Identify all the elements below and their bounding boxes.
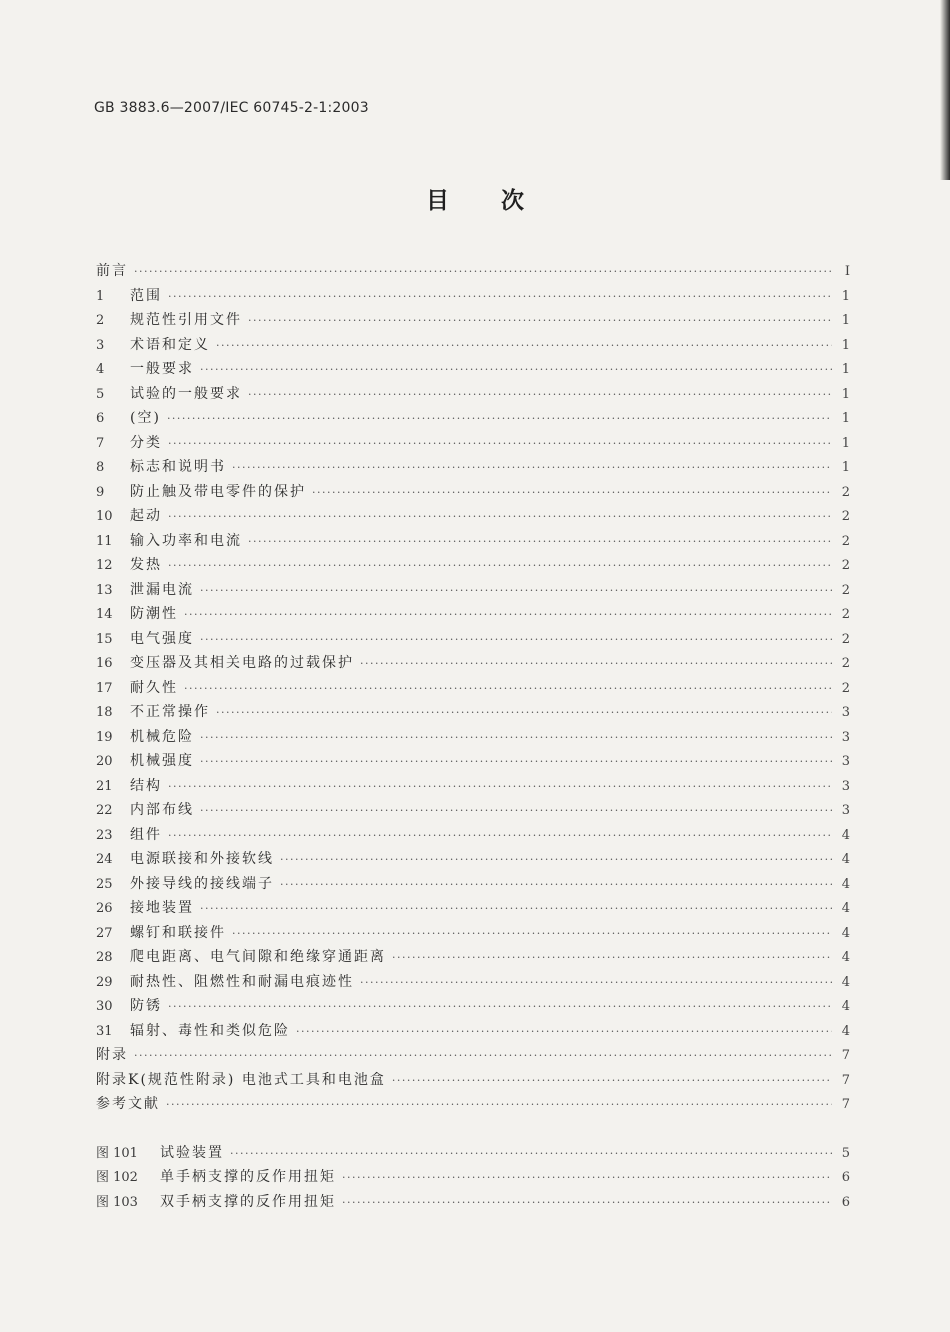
toc-entry-number: 15: [96, 631, 113, 647]
toc-entry-label: 内部布线: [130, 802, 194, 818]
dot-leader: [216, 334, 832, 359]
toc-entry-number: 9: [96, 484, 105, 500]
dot-leader: [134, 1044, 832, 1069]
figure-number: 图 102: [96, 1170, 138, 1185]
figure-title: 单手柄支撑的反作用扭矩: [160, 1169, 336, 1185]
dot-leader: [184, 677, 832, 702]
toc-entry-label: 附录: [96, 1047, 128, 1063]
toc-entry-number: 25: [96, 876, 113, 892]
toc-entry: [96, 749, 850, 774]
dot-leader: [134, 260, 832, 285]
toc-entry: [96, 284, 850, 309]
toc-entry-label: 试验的一般要求: [130, 385, 242, 402]
dot-leader: [248, 383, 832, 408]
toc-entry-label: 附录K(规范性附录) 电池式工具和电池盒: [96, 1071, 386, 1088]
toc-entry-label: 一般要求: [130, 361, 194, 377]
toc-entry-label: 前言: [96, 263, 128, 279]
page-number: 1: [841, 288, 850, 304]
toc-entry-label: 结构: [130, 777, 162, 794]
page-number: 3: [841, 705, 850, 720]
dot-leader: [216, 701, 832, 726]
page-number: 2: [841, 558, 850, 573]
dot-leader: [280, 848, 832, 873]
toc-entry-number: 10: [96, 509, 113, 524]
figure-list-item: [96, 1141, 850, 1166]
figure-number: 图 101: [96, 1145, 138, 1161]
page-number: I: [844, 264, 850, 279]
toc-entry: [96, 529, 850, 554]
toc-entry: [96, 1092, 850, 1117]
page-number: 2: [841, 680, 850, 696]
page-number: 1: [841, 313, 850, 328]
page-number: 1: [841, 460, 850, 475]
toc-entry-number: 14: [96, 607, 113, 622]
dot-leader: [360, 971, 832, 996]
dot-leader: [200, 799, 832, 824]
toc-entry: [96, 823, 850, 848]
figure-number: 图 103: [96, 1194, 138, 1210]
toc-entry-label: 变压器及其相关电路的过载保护: [130, 655, 354, 671]
dot-leader: [168, 505, 832, 530]
toc-entry: [96, 994, 850, 1019]
dot-leader: [342, 1166, 832, 1191]
dot-leader: [392, 1069, 832, 1094]
toc-entry: [96, 553, 850, 578]
toc-entry-label: 外接导线的接线端子: [130, 875, 274, 892]
dot-leader: [342, 1191, 832, 1216]
toc-entry-number: 20: [96, 754, 113, 769]
dot-leader: [230, 1142, 832, 1167]
toc-entry-label: 发热: [130, 557, 162, 573]
dot-leader: [200, 750, 832, 775]
dot-leader: [280, 873, 832, 898]
page-number: 4: [841, 999, 850, 1014]
page-number: 3: [841, 803, 850, 818]
toc-entry-label: 电气强度: [130, 630, 194, 647]
dot-leader: [392, 946, 832, 971]
toc-entry-number: 29: [96, 974, 113, 990]
toc-entry-label: 输入功率和电流: [130, 532, 242, 549]
toc-entry: [96, 921, 850, 946]
toc-entry-label: 起动: [130, 508, 162, 524]
toc-entry-number: 24: [96, 852, 113, 867]
toc-entry-number: 27: [96, 925, 113, 941]
toc-entry: [96, 480, 850, 505]
page-number: 2: [841, 656, 850, 671]
toc-entry: [96, 455, 850, 480]
toc-entry: [96, 896, 850, 921]
toc-entry: [96, 1068, 850, 1093]
toc-entry-label: 辐射、毒性和类似危险: [130, 1022, 290, 1039]
dot-leader: [200, 579, 832, 604]
page-number: 3: [841, 754, 850, 769]
page-number: 2: [841, 582, 850, 598]
toc-entry-number: 7: [96, 435, 105, 451]
page-number: 4: [841, 1023, 850, 1039]
toc-entry: [96, 1043, 850, 1068]
page-number: 7: [841, 1072, 850, 1088]
page-number: 4: [841, 950, 850, 965]
dot-leader: [312, 481, 832, 506]
dot-leader: [168, 554, 832, 579]
toc-entry-label: 耐久性: [130, 679, 178, 696]
toc-entry: [96, 504, 850, 529]
section-gap: [96, 1117, 850, 1141]
dot-leader: [166, 1093, 832, 1118]
toc-entry-number: 30: [96, 999, 113, 1014]
toc-entry: [96, 651, 850, 676]
dot-leader: [184, 603, 832, 628]
page-number: 4: [841, 827, 850, 843]
dot-leader: [200, 897, 832, 922]
toc-entry-number: 8: [96, 460, 105, 475]
page-number: 4: [841, 974, 850, 990]
page-number: 1: [841, 411, 850, 426]
toc-entry-label: 泄漏电流: [130, 581, 194, 598]
figure-list-item: [96, 1165, 850, 1190]
dot-leader: [167, 407, 832, 432]
toc-entry-number: 5: [96, 386, 105, 402]
scan-edge-shadow: [940, 0, 950, 180]
toc-entry-number: 18: [96, 705, 113, 720]
toc-entry-label: 爬电距离、电气间隙和绝缘穿通距离: [130, 949, 386, 965]
page-number: 1: [841, 337, 850, 353]
toc-entry-number: 1: [96, 288, 105, 304]
toc-entry: [96, 945, 850, 970]
toc-entry-label: 分类: [130, 434, 162, 451]
dot-leader: [200, 358, 832, 383]
toc-entry-number: 26: [96, 901, 113, 916]
dot-leader: [232, 922, 832, 947]
dot-leader: [200, 726, 832, 751]
toc-entry-number: 16: [96, 656, 113, 671]
toc-entry-label: 机械强度: [130, 753, 194, 769]
toc-entry-label: (空): [130, 410, 161, 426]
page-number: 1: [841, 362, 850, 377]
toc-entry-label: 范围: [130, 287, 162, 304]
toc-entry: [96, 1019, 850, 1044]
toc-entry-label: 机械危险: [130, 728, 194, 745]
toc-entry: [96, 333, 850, 358]
toc-entry-number: 28: [96, 950, 113, 965]
toc-entry-label: 接地装置: [130, 900, 194, 916]
toc-entry-number: 31: [96, 1023, 113, 1039]
page-number: 5: [841, 1145, 850, 1161]
page-number: 2: [841, 631, 850, 647]
dot-leader: [168, 824, 832, 849]
dot-leader: [248, 309, 832, 334]
toc-entry-number: 2: [96, 313, 105, 328]
dot-leader: [360, 652, 832, 677]
toc-entry-number: 6: [96, 411, 105, 426]
toc-entry: [96, 970, 850, 995]
toc-entry-label: 组件: [130, 826, 162, 843]
page-number: 7: [841, 1048, 850, 1063]
figure-title: 双手柄支撑的反作用扭矩: [160, 1193, 336, 1210]
toc-entry-number: 22: [96, 803, 113, 818]
toc-entry-label: 标志和说明书: [130, 459, 226, 475]
page-number: 4: [841, 876, 850, 892]
dot-leader: [232, 456, 832, 481]
toc-entry-number: 23: [96, 827, 113, 843]
page-number: 4: [841, 901, 850, 916]
toc-entry: [96, 406, 850, 431]
figure-list-item: [96, 1190, 850, 1215]
dot-leader: [168, 432, 832, 457]
dot-leader: [168, 775, 832, 800]
toc-entry-label: 术语和定义: [130, 336, 210, 353]
toc-entry: [96, 725, 850, 750]
toc-entry: [96, 627, 850, 652]
dot-leader: [168, 285, 832, 310]
toc-entry: [96, 259, 850, 284]
page-number: 4: [841, 925, 850, 941]
dot-leader: [248, 530, 832, 555]
toc-entry: [96, 357, 850, 382]
toc-entry: [96, 308, 850, 333]
standard-code: GB 3883.6—2007/IEC 60745-2-1:2003: [94, 100, 369, 116]
page-number: 2: [841, 484, 850, 500]
toc-entry: [96, 872, 850, 897]
page-number: 7: [841, 1097, 850, 1112]
toc-entry: [96, 382, 850, 407]
toc-entry-label: 规范性引用文件: [130, 312, 242, 328]
page-number: 6: [841, 1194, 850, 1210]
page-number: 3: [841, 729, 850, 745]
toc-entry: [96, 798, 850, 823]
page-number: 1: [841, 435, 850, 451]
toc-entry-number: 21: [96, 778, 113, 794]
toc-entry: [96, 431, 850, 456]
page-number: 6: [841, 1170, 850, 1185]
toc-entry: [96, 676, 850, 701]
table-of-contents: [96, 259, 850, 1214]
toc-entry-label: 耐热性、阻燃性和耐漏电痕迹性: [130, 973, 354, 990]
toc-entry-number: 12: [96, 558, 113, 573]
page-number: 1: [841, 386, 850, 402]
toc-entry: [96, 578, 850, 603]
toc-entry-label: 不正常操作: [130, 704, 210, 720]
dot-leader: [168, 995, 832, 1020]
page-number: 2: [841, 607, 850, 622]
page-number: 3: [841, 778, 850, 794]
toc-entry-number: 13: [96, 582, 113, 598]
toc-entry-number: 3: [96, 337, 105, 353]
toc-entry: [96, 847, 850, 872]
toc-entry-label: 防潮性: [130, 606, 178, 622]
toc-entry-label: 电源联接和外接软线: [130, 851, 274, 867]
dot-leader: [296, 1020, 832, 1045]
toc-entry: [96, 602, 850, 627]
toc-entry-label: 螺钉和联接件: [130, 924, 226, 941]
figure-title: 试验装置: [160, 1144, 224, 1161]
toc-entry-label: 防止触及带电零件的保护: [130, 483, 306, 500]
page-number: 2: [841, 533, 850, 549]
toc-entry-label: 参考文献: [96, 1096, 160, 1112]
toc-entry: [96, 774, 850, 799]
toc-entry-number: 19: [96, 729, 113, 745]
toc-entry-number: 4: [96, 362, 105, 377]
page-number: 2: [841, 509, 850, 524]
page-number: 4: [841, 852, 850, 867]
dot-leader: [200, 628, 832, 653]
toc-entry: [96, 700, 850, 725]
toc-entry-number: 17: [96, 680, 113, 696]
page-title: 目次: [426, 188, 576, 214]
toc-entry-label: 防锈: [130, 998, 162, 1014]
toc-entry-number: 11: [96, 533, 113, 549]
